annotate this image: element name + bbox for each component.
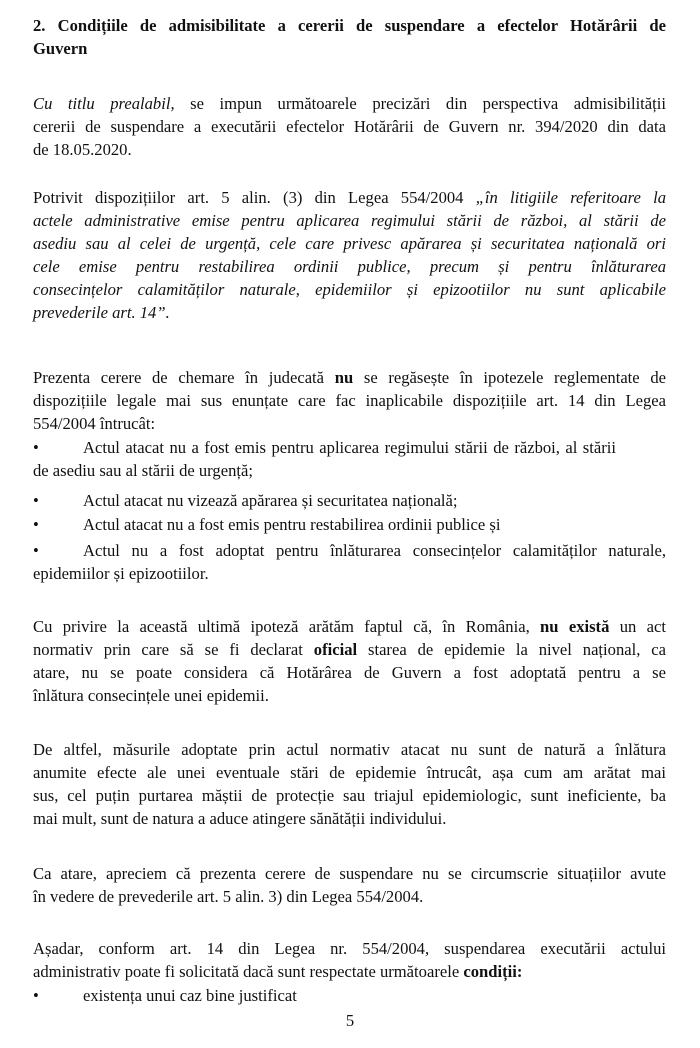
list-item: • Actul nu a fost adoptat pentru înlăturarea consecințelor calamităților naturale, epidemiilor și epizootiilor. xyxy=(33,541,666,583)
paragraph-preliminary: Cu titlu prealabil, se impun următoarele precizări din perspectiva admisibilității cererii de suspendare a executării efectelor Hotărârii de Guvern nr. 394/2020 din data de 18.05.2020. xyxy=(33,94,666,159)
bullet-icon: • xyxy=(33,541,39,560)
bullet-icon: • xyxy=(33,986,39,1005)
paragraph-conclusion: Ca atare, apreciem că prezenta cerere de suspendare nu se circumscrie situațiilor avute în vedere de prevederile art. 5 alin. 3) din Legea 554/2004. xyxy=(33,864,666,906)
italic-lead: Cu titlu prealabil, xyxy=(33,94,175,113)
bullet-icon: • xyxy=(33,515,39,534)
document-page: 2. Condițiile de admisibilitate a cererii de suspendare a efectelor Hotărârii de Guvern Cu titlu prealabil, se impun următoarele precizări din perspectiva admisibilității cererii de suspendare a executării efectelor Hotărârii de Guvern nr. 394/2020 din data de 18.05.2020. Potrivit dispozițiilor art. 5 alin. (3) din Legea 554/2004 „în litigiile referitoare la actele administrative emise pentru aplicarea regimului stării de război, al stării de asediu sau al celei de urgență, cele care privesc apărarea și securitatea națională ori cele emise pentru restabilirea ordinii publice, precum și pentru înlăturarea consecințelor calamităților naturale, epidemiilor și epizootiilor nu sunt aplicabile prevederile art. 14”. Prezenta cerere de chemare în judecată nu se regăsește în ipotezele reglementate de dispozițiile legale mai sus enunțate care fac inaplicabile dispozițiile art. 14 din Legea 554/2004 întrucât: • Actul atacat nu a fost emis pentru aplicarea regimului stării de război, al stării de asediu sau al stării de urgență; • Actul atacat nu vizează apărarea și securitatea națională; • Actul atacat nu a fost emis pentru restabilirea ordinii publice și • Actul nu a fost adoptat pentru înlăturarea consecințelor calamităților naturale, epidemiilor și epizootiilor. Cu privire la această ultimă ipoteză arătăm faptul că, în România, nu există un act normativ prin care să se fi declarat oficial starea de epidemie la nivel național, ca atare, nu se poate considera că Hotărârea de Guvern a fost adoptată pentru a se înlătura consecințele unei epidemii. De altfel, măsurile adoptate prin actul normativ atacat nu sunt de natură a înlătura anumite efecte ale unei eventuale stări de epidemie întrucât, așa cum am arătat mai sus, cel puțin purtarea măștii de protecție sau triajul epidemiologic, sunt ineficiente, ba mai mult, sunt de natura a aduce atingere sănătății individului. Ca atare, apreciem că prezenta cerere de suspendare nu se circumscrie situațiilor avute în vedere de prevederile art. 5 alin. 3) din Legea 554/2004. Așadar, conform art. 14 din Legea nr. 554/2004, suspendarea executării actului administrativ poate fi solicitată dacă sunt respectate următoarele condiții: • existența unui caz bine justificat 5 xyxy=(0,0,700,1048)
bullet-icon: • xyxy=(33,438,39,457)
section-heading: 2. Condițiile de admisibilitate a cererii de suspendare a efectelor Hotărârii de Guvern xyxy=(33,16,666,58)
list-item: • Actul atacat nu a fost emis pentru aplicarea regimului stării de război, al stării de asediu sau al stării de urgență; xyxy=(33,438,616,480)
paragraph-conditions: Așadar, conform art. 14 din Legea nr. 554/2004, suspendarea executării actului administrativ poate fi solicitată dacă sunt respectate următoarele condiții: xyxy=(33,939,666,981)
paragraph-measures: De altfel, măsurile adoptate prin actul normativ atacat nu sunt de natură a înlătura anumite efecte ale unei eventuale stări de epidemie întrucât, așa cum am arătat mai sus, cel puțin purtarea măștii de protecție sau triajul epidemiologic, sunt ineficiente, ba mai mult, sunt de natura a aduce atingere sănătății individului. xyxy=(33,740,666,828)
paragraph-hypotheses: Prezenta cerere de chemare în judecată nu se regăsește în ipotezele reglementate de dispozițiile legale mai sus enunțate care fac inaplicabile dispozițiile art. 14 din Legea 554/2004 întrucât: xyxy=(33,368,666,433)
bullet-icon: • xyxy=(33,491,39,510)
paragraph-epidemic: Cu privire la această ultimă ipoteză arătăm faptul că, în România, nu există un act normativ prin care să se fi declarat oficial starea de epidemie la nivel național, ca atare, nu se poate considera că Hotărârea de Guvern a fost adoptată pentru a se înlătura consecințele unei epidemii. xyxy=(33,617,666,705)
paragraph-legal-quote: Potrivit dispozițiilor art. 5 alin. (3) din Legea 554/2004 „în litigiile referitoare la actele administrative emise pentru aplicarea regimului stării de război, al stării de asediu sau al celei de urgență, cele care privesc apărarea și securitatea națională ori cele emise pentru restabilirea ordinii publice, precum și pentru înlăturarea consecințelor calamităților naturale, epidemiilor și epizootiilor nu sunt aplicabile prevederile art. 14”. xyxy=(33,188,666,322)
page-number: 5 xyxy=(345,1011,355,1030)
